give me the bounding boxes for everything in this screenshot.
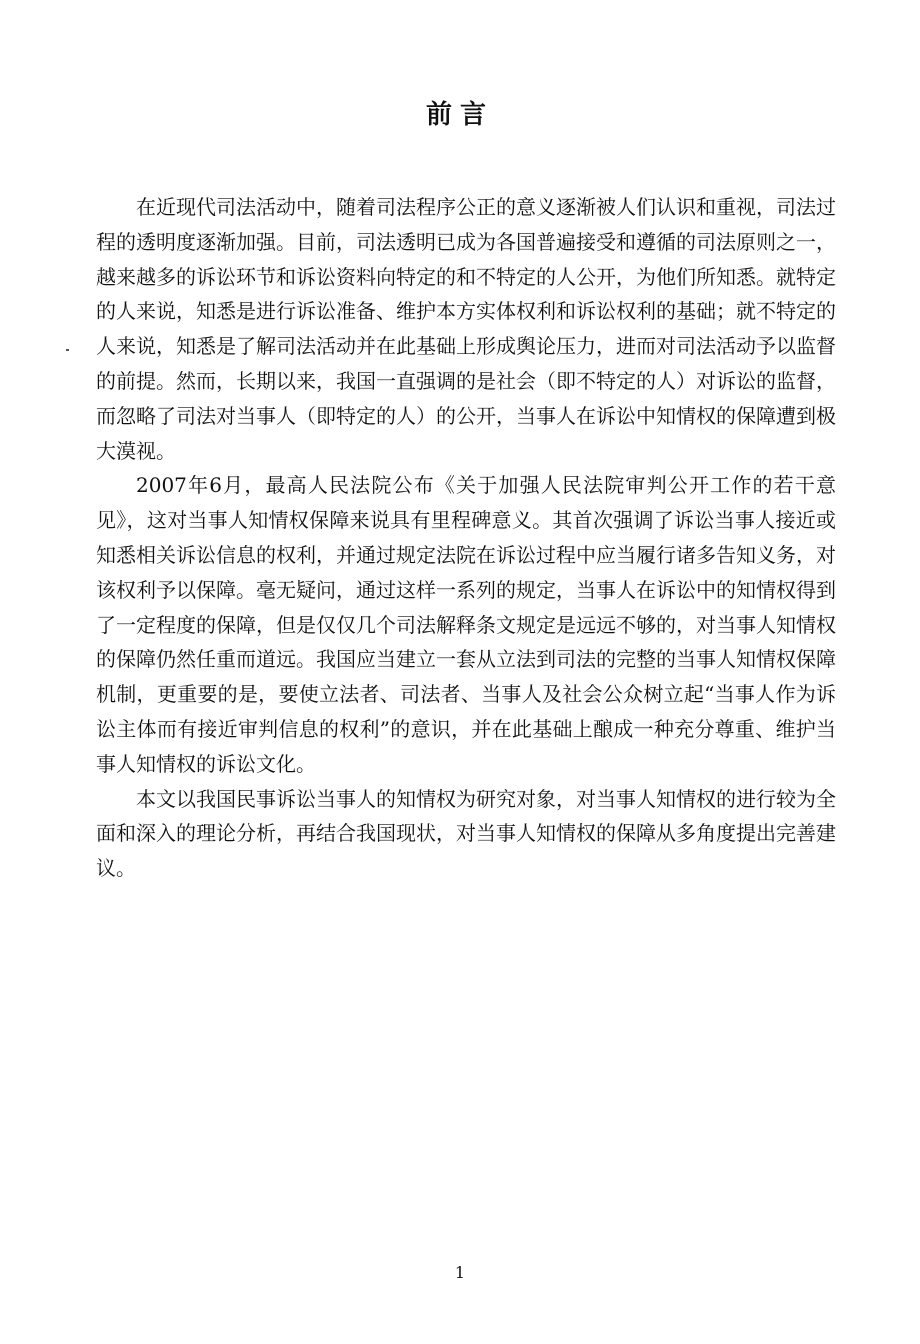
page-title: 前言 <box>425 100 494 130</box>
paragraph-2: 2007年6月，最高人民法院公布《关于加强人民法院审判公开工作的若干意见》，这对当事人知情权保障来说具有里程碑意义。其首次强调了诉讼当事人接近或知悉相关诉讼信息的权利，并通过规定法院在诉讼过程中应当履行诸多告知义务，对该权利予以保障。毫无疑问，通过这样一系列的规定，当事人在诉讼中的知情权得到了一定程度的保障，但是仅仅几个司法解释条文规定是远远不够的，对当事人知情权的保障仍然任重而道远。我国应当建立一套从立法到司法的完整的当事人知情权保障机制，更重要的是，要使立法者、司法者、当事人及社会公众树立起“当事人作为诉讼主体而有接近审判信息的权利”的意识，并在此基础上酿成一种充分尊重、维护当事人知情权的诉讼文化。 <box>96 473 836 776</box>
page-number: 1 <box>454 1263 466 1282</box>
scan-speck <box>66 349 69 351</box>
document-body <box>96 190 836 886</box>
paragraph-1: 在近现代司法活动中，随着司法程序公正的意义逐渐被人们认识和重视，司法过程的透明度逐渐加强。目前，司法透明已成为各国普遍接受和遵循的司法原则之一，越来越多的诉讼环节和诉讼资料向特定的和不特定的人公开，为他们所知悉。就特定的人来说，知悉是进行诉讼准备、维护本方实体权利和诉讼权利的基础；就不特定的人来说，知悉是了解司法活动并在此基础上形成舆论压力，进而对司法活动予以监督的前提。然而，长期以来，我国一直强调的是社会（即不特定的人）对诉讼的监督，而忽略了司法对当事人（即特定的人）的公开，当事人在诉讼中知情权的保障遭到极大漠视。 <box>96 195 836 463</box>
paragraph-3: 本文以我国民事诉讼当事人的知情权为研究对象，对当事人知情权的进行较为全面和深入的理论分析，再结合我国现状，对当事人知情权的保障从多角度提出完善建议。 <box>96 786 836 881</box>
